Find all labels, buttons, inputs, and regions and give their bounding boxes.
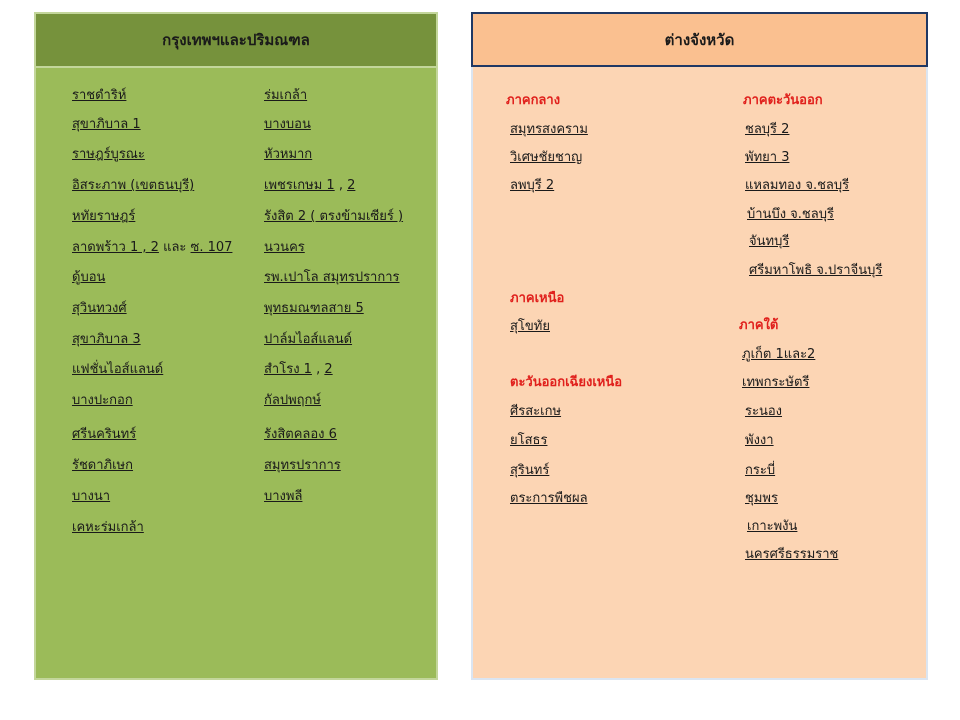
branch-link[interactable]: อิสระภาพ (เขตธนบุรี) xyxy=(72,178,195,193)
branch-link[interactable]: นวนคร xyxy=(264,240,305,255)
provinces-header: ต่างจังหวัด xyxy=(471,12,928,67)
branch-link[interactable]: หทัยราษฎร์ xyxy=(72,209,136,224)
branch-link[interactable]: หัวหมาก xyxy=(264,147,313,162)
region-heading-central: ภาคกลาง xyxy=(506,93,561,108)
branch-link[interactable]: สุรินทร์ xyxy=(510,463,550,478)
branch-link[interactable]: สำโรง 1 xyxy=(264,362,312,377)
branch-link[interactable]: ศรีนครินทร์ xyxy=(72,427,137,442)
branch-link[interactable]: ราชดำริห์ xyxy=(72,88,127,103)
branch-link[interactable]: สมุทรปราการ xyxy=(264,458,341,473)
branch-link[interactable]: แฟชั่นไอส์แลนด์ xyxy=(72,362,164,377)
branch-link[interactable]: สุขาภิบาล 1 xyxy=(72,117,141,132)
branch-link[interactable]: สุวินทวงศ์ xyxy=(72,301,127,316)
phetkasem-row xyxy=(264,178,355,194)
branch-link[interactable]: จันทบุรี xyxy=(749,234,790,249)
branch-link[interactable]: บางนา xyxy=(72,489,111,504)
samrong-row xyxy=(264,362,333,378)
separator-text: , xyxy=(334,178,348,193)
branch-link[interactable]: พัทยา 3 xyxy=(745,150,790,165)
branch-link[interactable]: กระบี่ xyxy=(745,463,776,478)
provinces-panel xyxy=(471,12,928,680)
branch-link[interactable]: ชลบุรี 2 xyxy=(745,122,790,137)
branch-link[interactable]: ลาดพร้าว 1 , 2 xyxy=(72,240,159,255)
branch-link[interactable]: บางบอน xyxy=(264,117,311,132)
branch-link[interactable]: รัชดาภิเษก xyxy=(72,458,134,473)
region-heading-north: ภาคเหนือ xyxy=(510,291,565,306)
branch-link[interactable]: เกาะพงัน xyxy=(747,519,798,534)
branch-link[interactable]: รพ.เปาโล สมุทรปราการ xyxy=(264,270,400,285)
branch-link[interactable]: พุทธมณฑลสาย 5 xyxy=(264,301,364,316)
separator-text: , xyxy=(311,362,325,377)
branch-link[interactable]: กัลปพฤกษ์ xyxy=(264,393,321,408)
branch-link[interactable]: ภูเก็ต 1และ2 xyxy=(742,347,816,362)
branch-link[interactable]: แหลมทอง จ.ชลบุรี xyxy=(745,178,850,193)
branch-link[interactable]: บ้านบึง จ.ชลบุรี xyxy=(747,207,834,222)
branch-link[interactable]: ระนอง xyxy=(745,404,783,419)
branch-link[interactable]: รังสิต 2 ( ตรงข้ามเซียร์ ) xyxy=(264,209,404,224)
branch-link[interactable]: ลพบุรี 2 xyxy=(510,178,555,193)
branch-link[interactable]: ปาล์มไอส์แลนด์ xyxy=(264,332,353,347)
branch-link[interactable]: นครศรีธรรมราช xyxy=(745,547,839,562)
branch-link[interactable]: เทพกระษัตรี xyxy=(742,375,810,390)
region-heading-east: ภาคตะวันออก xyxy=(743,93,823,108)
region-heading-south: ภาคใต้ xyxy=(739,318,779,333)
bangkok-header: กรุงเทพฯและปริมณฑล xyxy=(36,14,436,68)
region-heading-northeast: ตะวันออกเฉียงเหนือ xyxy=(510,375,623,390)
branch-link[interactable]: ตระการพืชผล xyxy=(510,491,588,506)
branch-link[interactable]: สุโขทัย xyxy=(510,319,550,334)
branch-link[interactable]: ยโสธร xyxy=(510,433,548,448)
branch-link[interactable]: บางพลี xyxy=(264,489,303,504)
branch-link[interactable]: ชุมพร xyxy=(745,491,778,506)
branch-link[interactable]: สมุทรสงคราม xyxy=(510,122,588,137)
branch-link[interactable]: ศีรสะเกษ xyxy=(510,404,562,419)
branch-link[interactable]: รังสิตคลอง 6 xyxy=(264,427,337,442)
branch-link[interactable]: ราษฎร์บูรณะ xyxy=(72,147,145,162)
ladprao-row xyxy=(72,240,232,256)
branch-link[interactable]: ศรีมหาโพธิ จ.ปราจีนบุรี xyxy=(749,263,883,278)
branch-link[interactable]: วิเศษชัยชาญ xyxy=(510,150,583,165)
branch-link[interactable]: 2 xyxy=(347,178,356,193)
branch-link[interactable]: 2 xyxy=(324,362,333,377)
branch-link[interactable]: บางปะกอก xyxy=(72,393,133,408)
branch-link[interactable]: สุขาภิบาล 3 xyxy=(72,332,141,347)
branch-link[interactable]: เพชรเกษม 1 xyxy=(264,178,335,193)
branch-link[interactable]: ซ. 107 xyxy=(190,240,233,255)
branch-link[interactable]: เคหะร่มเกล้า xyxy=(72,520,144,535)
and-text: และ xyxy=(158,240,191,255)
branch-link[interactable]: พังงา xyxy=(745,433,774,448)
branch-link[interactable]: ร่มเกล้า xyxy=(264,88,308,103)
branch-link[interactable]: ดู้บอน xyxy=(72,270,106,285)
